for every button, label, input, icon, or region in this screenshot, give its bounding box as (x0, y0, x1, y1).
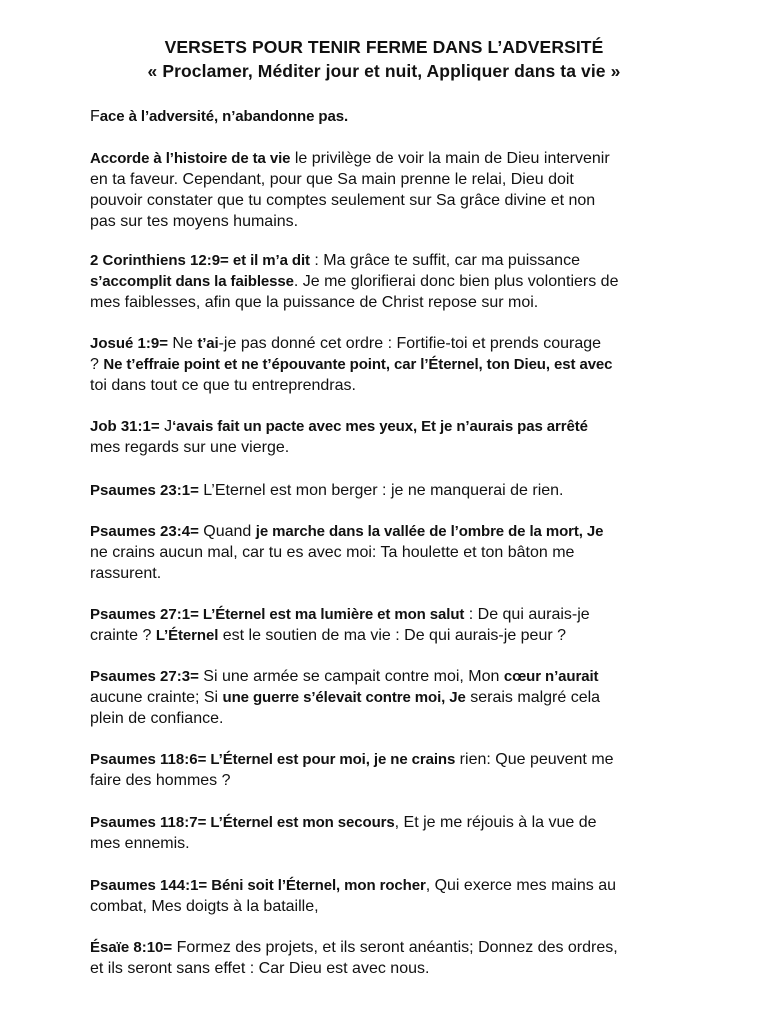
verse-line: rassurent. (90, 565, 162, 582)
verse-line (90, 521, 690, 542)
accord-line-1 (90, 148, 690, 169)
verse-psaumes-27-3 (90, 666, 690, 729)
verse-bold: Ne t’effraie point et ne t’épouvante point, car l’Éternel, ton Dieu, est avec (103, 356, 613, 373)
verse-bold: je marche dans la vallée de l’ombre de la mort, Je (255, 523, 604, 540)
accord-paragraph (90, 148, 690, 232)
verse-psaumes-23-1 (90, 480, 690, 501)
verse-psaumes-27-1 (90, 604, 690, 646)
verse-text: : Ma grâce te suffit, car ma puissance (309, 252, 580, 269)
accord-line-2: en ta faveur. Cependant, pour que Sa main prenne le relai, Dieu doit (90, 171, 574, 188)
verse-josue-1-9 (90, 333, 690, 396)
verse-psaumes-23-4 (90, 521, 690, 584)
verse-bold: L’Éternel est pour moi, je ne crains (206, 751, 456, 768)
intro-paragraph (90, 106, 690, 127)
verse-line: combat, Mes doigts à la bataille, (90, 898, 319, 915)
accord-line-4: pas sur tes moyens humains. (90, 213, 299, 230)
verse-reference: 2 Corinthiens 12:9= (90, 252, 229, 269)
verse-line (90, 749, 690, 770)
verse-reference: Psaumes 23:1= (90, 482, 199, 499)
verse-line: plein de confiance. (90, 710, 224, 727)
verse-reference: Psaumes 27:1= (90, 606, 199, 623)
verse-text: est le soutien de ma vie : De qui aurais-je peur ? (218, 627, 567, 644)
page-subtitle: « Proclamer, Méditer jour et nuit, Appliquer dans ta vie » (147, 61, 621, 81)
verse-line (90, 625, 690, 646)
verse-text: serais malgré cela (465, 689, 601, 706)
verse-line (90, 480, 690, 501)
verse-text: rien: Que peuvent me (455, 751, 614, 768)
intro-text: ace à l’adversité, n’abandonne pas. (99, 108, 349, 125)
verse-line: mes regards sur une vierge. (90, 439, 290, 456)
verse-bold: Béni soit l’Éternel, mon rocher (207, 877, 426, 894)
verse-reference: Ésaïe 8:10= (90, 939, 173, 956)
verse-line (90, 937, 690, 958)
verse-text: crainte ? (90, 627, 156, 644)
verse-text: J (159, 418, 173, 435)
verse-text: Si une armée se campait contre moi, Mon (198, 668, 504, 685)
verse-bold: t’ai (197, 335, 219, 352)
verse-bold: une guerre s’élevait contre moi, Je (222, 689, 466, 706)
verse-text: , Et je me réjouis à la vue de (394, 814, 597, 831)
verse-line: mes ennemis. (90, 835, 190, 852)
intro-initial: F (90, 108, 100, 125)
verse-bold: et il m’a dit (228, 252, 310, 269)
verse-text: . Je me glorifierai donc bien plus volontiers de (293, 273, 619, 290)
verse-line: ne crains aucun mal, car tu es avec moi: Ta houlette et ton bâton me (90, 544, 575, 561)
verse-text: aucune crainte; Si (90, 689, 223, 706)
verse-line (90, 875, 690, 896)
page-title: VERSETS POUR TENIR FERME DANS L’ADVERSITÉ (164, 37, 604, 57)
verse-line (90, 812, 690, 833)
verse-bold: L’Éternel est mon secours (206, 814, 395, 831)
verse-line: et ils seront sans effet : Car Dieu est avec nous. (90, 960, 430, 977)
accord-line-3: pouvoir constater que tu comptes seulement sur Sa grâce divine et non (90, 192, 596, 209)
verse-bold: s’accomplit dans la faiblesse (90, 273, 294, 290)
verse-text: Formez des projets, et ils seront anéantis; Donnez des ordres, (172, 939, 618, 956)
verse-line: faire des hommes ? (90, 772, 231, 789)
verse-line (90, 333, 690, 354)
verse-text: , Qui exerce mes mains au (425, 877, 616, 894)
verse-text: Quand (198, 523, 256, 540)
verse-line (90, 271, 690, 292)
verse-line (90, 604, 690, 625)
verse-reference: Psaumes 118:7= (90, 814, 207, 831)
verse-reference: Psaumes 144:1= (90, 877, 208, 894)
accord-text: le privilège de voir la main de Dieu intervenir (290, 150, 610, 167)
verse-text: ? (90, 356, 104, 373)
verse-text: -je pas donné cet ordre : Fortifie-toi et prends courage (218, 335, 602, 352)
verse-psaumes-118-6 (90, 749, 690, 791)
verse-line (90, 416, 690, 437)
verse-line (90, 354, 690, 375)
verse-2-corinthiens-12-9 (90, 250, 690, 313)
verse-line (90, 666, 690, 687)
verse-job-31-1 (90, 416, 690, 458)
verse-bold: cœur n’aurait (503, 668, 599, 685)
verse-text: Ne (167, 335, 198, 352)
accord-bold: Accorde à l’histoire de ta vie (90, 150, 291, 167)
verse-reference: Psaumes 23:4= (90, 523, 199, 540)
verse-line: toi dans tout ce que tu entreprendras. (90, 377, 356, 394)
verse-reference: Job 31:1= (90, 418, 160, 435)
verse-line (90, 687, 690, 708)
verse-line (90, 250, 690, 271)
verse-reference: Psaumes 27:3= (90, 668, 199, 685)
verse-line: mes faiblesses, afin que la puissance de Christ repose sur moi. (90, 294, 539, 311)
verse-reference: Psaumes 118:6= (90, 751, 207, 768)
verse-bold: L’Éternel (155, 627, 219, 644)
verse-reference: Josué 1:9= (90, 335, 168, 352)
verse-bold: L’Éternel est ma lumière et mon salut (198, 606, 465, 623)
verse-text: L (198, 482, 212, 499)
intro-line (90, 106, 690, 127)
verse-psaumes-118-7 (90, 812, 690, 854)
verse-psaumes-144-1 (90, 875, 690, 917)
verse-text: : De qui aurais-je (464, 606, 590, 623)
verse-esaie-8-10 (90, 937, 690, 979)
verse-text: ’Eternel est mon berger : je ne manquerai de rien. (211, 482, 564, 499)
verse-bold: ‘avais fait un pacte avec mes yeux, Et je n’aurais pas arrêté (172, 418, 588, 435)
